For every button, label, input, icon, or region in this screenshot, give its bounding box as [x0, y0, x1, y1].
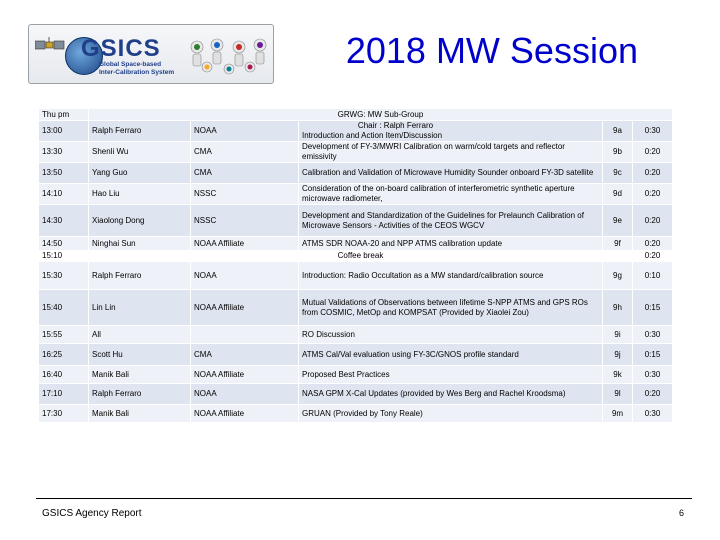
row-topic: RO Discussion	[299, 326, 603, 344]
row-item-number: 9l	[603, 384, 633, 405]
row-topic: GRUAN (Provided by Tony Reale)	[299, 405, 603, 423]
row-item-number: 9h	[603, 290, 633, 326]
agenda-row	[39, 326, 673, 344]
row-presenter: Xiaolong Dong	[89, 205, 191, 237]
row-item-number: 9a	[603, 121, 633, 142]
row-item-number: 9f	[603, 237, 633, 251]
row-duration: 0:20	[633, 237, 673, 251]
row-item-number: 9i	[603, 326, 633, 344]
agenda-row	[39, 184, 673, 205]
row-duration: 0:30	[633, 326, 673, 344]
row-time: 14:30	[39, 205, 89, 237]
row-agency: CMA	[191, 142, 299, 163]
row-agency	[191, 326, 299, 344]
row-agency: NOAA	[191, 121, 299, 142]
row-agency: CMA	[191, 344, 299, 366]
row-time: 15:55	[39, 326, 89, 344]
row-presenter: All	[89, 326, 191, 344]
agency-people-icon	[187, 33, 271, 79]
satellite-icon	[35, 35, 65, 57]
row-time: 17:10	[39, 384, 89, 405]
row-duration: 0:20	[633, 251, 673, 262]
row-agency: NOAA Affiliate	[191, 237, 299, 251]
row-duration: 0:20	[633, 142, 673, 163]
row-item-number: 9e	[603, 205, 633, 237]
row-item-number: 9g	[603, 262, 633, 290]
day-label: Thu pm	[39, 109, 89, 121]
row-presenter: Ralph Ferraro	[89, 121, 191, 142]
agenda-row	[39, 237, 673, 251]
row-item-number: 9m	[603, 405, 633, 423]
logo-subtitle: Global Space-based Inter-Calibration System	[99, 61, 175, 76]
row-topic: ATMS Cal/Val evaluation using FY-3C/GNOS profile standard	[299, 344, 603, 366]
row-duration: 0:10	[633, 262, 673, 290]
row-duration: 0:30	[633, 405, 673, 423]
row-presenter: Yang Guo	[89, 163, 191, 184]
footer-divider	[36, 498, 692, 499]
row-topic: Development of FY-3/MWRI Calibration on warm/cold targets and reflector emissivity	[299, 142, 603, 163]
session-title: GRWG: MW Sub-Group	[89, 109, 673, 121]
row-agency: NOAA Affiliate	[191, 405, 299, 423]
row-time: 14:10	[39, 184, 89, 205]
row-presenter: Scott Hu	[89, 344, 191, 366]
row-presenter: Shenli Wu	[89, 142, 191, 163]
session-chair: Chair : Ralph Ferraro	[357, 121, 434, 131]
row-item-number: 9d	[603, 184, 633, 205]
row-duration: 0:30	[633, 121, 673, 142]
logo-wordmark: GSICS	[81, 35, 161, 62]
row-duration: 0:20	[633, 184, 673, 205]
agenda-row	[39, 366, 673, 384]
agenda-row	[39, 121, 673, 142]
row-duration: 0:15	[633, 344, 673, 366]
row-topic	[299, 121, 603, 142]
row-agency: CMA	[191, 163, 299, 184]
row-item-number: 9b	[603, 142, 633, 163]
row-item-number: 9c	[603, 163, 633, 184]
coffee-break-row	[39, 251, 673, 262]
agenda-row	[39, 163, 673, 184]
row-time: 16:40	[39, 366, 89, 384]
row-duration: 0:20	[633, 163, 673, 184]
row-agency: NSSC	[191, 205, 299, 237]
row-presenter: Ralph Ferraro	[89, 384, 191, 405]
row-topic: NASA GPM X-Cal Updates (provided by Wes Berg and Rachel Kroodsma)	[299, 384, 603, 405]
page-number: 6	[678, 508, 684, 518]
row-time: 13:50	[39, 163, 89, 184]
row-topic: Mutual Validations of Observations between lifetime S-NPP ATMS and GPS ROs from COSMIC, MetOp and KOMPSAT (Provided by Xiaolei Zou)	[299, 290, 603, 326]
row-topic: Consideration of the on-board calibration of interferometric synthetic aperture microwave radiometer,	[299, 184, 603, 205]
coffee-break-label: Coffee break	[89, 251, 633, 262]
row-presenter: Manik Bali	[89, 366, 191, 384]
row-topic: Calibration and Validation of Microwave Humidity Sounder onboard FY-3D satellite	[299, 163, 603, 184]
row-duration: 0:20	[633, 205, 673, 237]
row-time: 13:30	[39, 142, 89, 163]
row-presenter: Hao Liu	[89, 184, 191, 205]
row-topic: Introduction: Radio Occultation as a MW standard/calibration source	[299, 262, 603, 290]
row-presenter: Ralph Ferraro	[89, 262, 191, 290]
header-row	[39, 109, 673, 121]
row-topic: Development and Standardization of the Guidelines for Prelaunch Calibration of Microwave Sensors - Activities of the CEOS WGCV	[299, 205, 603, 237]
row-presenter: Ninghai Sun	[89, 237, 191, 251]
row-time: 15:10	[39, 251, 89, 262]
row-time: 15:30	[39, 262, 89, 290]
row-presenter: Manik Bali	[89, 405, 191, 423]
gsics-logo	[28, 24, 274, 84]
row-time: 13:00	[39, 121, 89, 142]
agenda-row	[39, 405, 673, 423]
row-topic-text: Introduction and Action Item/Discussion	[302, 131, 443, 140]
row-topic: Proposed Best Practices	[299, 366, 603, 384]
row-agency: NOAA Affiliate	[191, 366, 299, 384]
row-topic: ATMS SDR NOAA-20 and NPP ATMS calibration update	[299, 237, 603, 251]
row-duration: 0:15	[633, 290, 673, 326]
row-time: 14:50	[39, 237, 89, 251]
row-agency: NOAA	[191, 262, 299, 290]
row-item-number: 9j	[603, 344, 633, 366]
row-time: 15:40	[39, 290, 89, 326]
row-duration: 0:30	[633, 366, 673, 384]
row-duration: 0:20	[633, 384, 673, 405]
row-agency: NSSC	[191, 184, 299, 205]
row-time: 17:30	[39, 405, 89, 423]
agenda-row	[39, 205, 673, 237]
slide-title: 2018 MW Session	[345, 30, 638, 71]
agenda-row	[39, 344, 673, 366]
agenda-row	[39, 384, 673, 405]
row-time: 16:25	[39, 344, 89, 366]
footer-text: GSICS Agency Report	[42, 508, 142, 519]
row-agency: NOAA Affiliate	[191, 290, 299, 326]
agenda-table	[38, 108, 673, 423]
row-presenter: Lin Lin	[89, 290, 191, 326]
agenda-row	[39, 290, 673, 326]
agenda-row	[39, 262, 673, 290]
row-item-number: 9k	[603, 366, 633, 384]
agenda-row	[39, 142, 673, 163]
row-agency: NOAA	[191, 384, 299, 405]
